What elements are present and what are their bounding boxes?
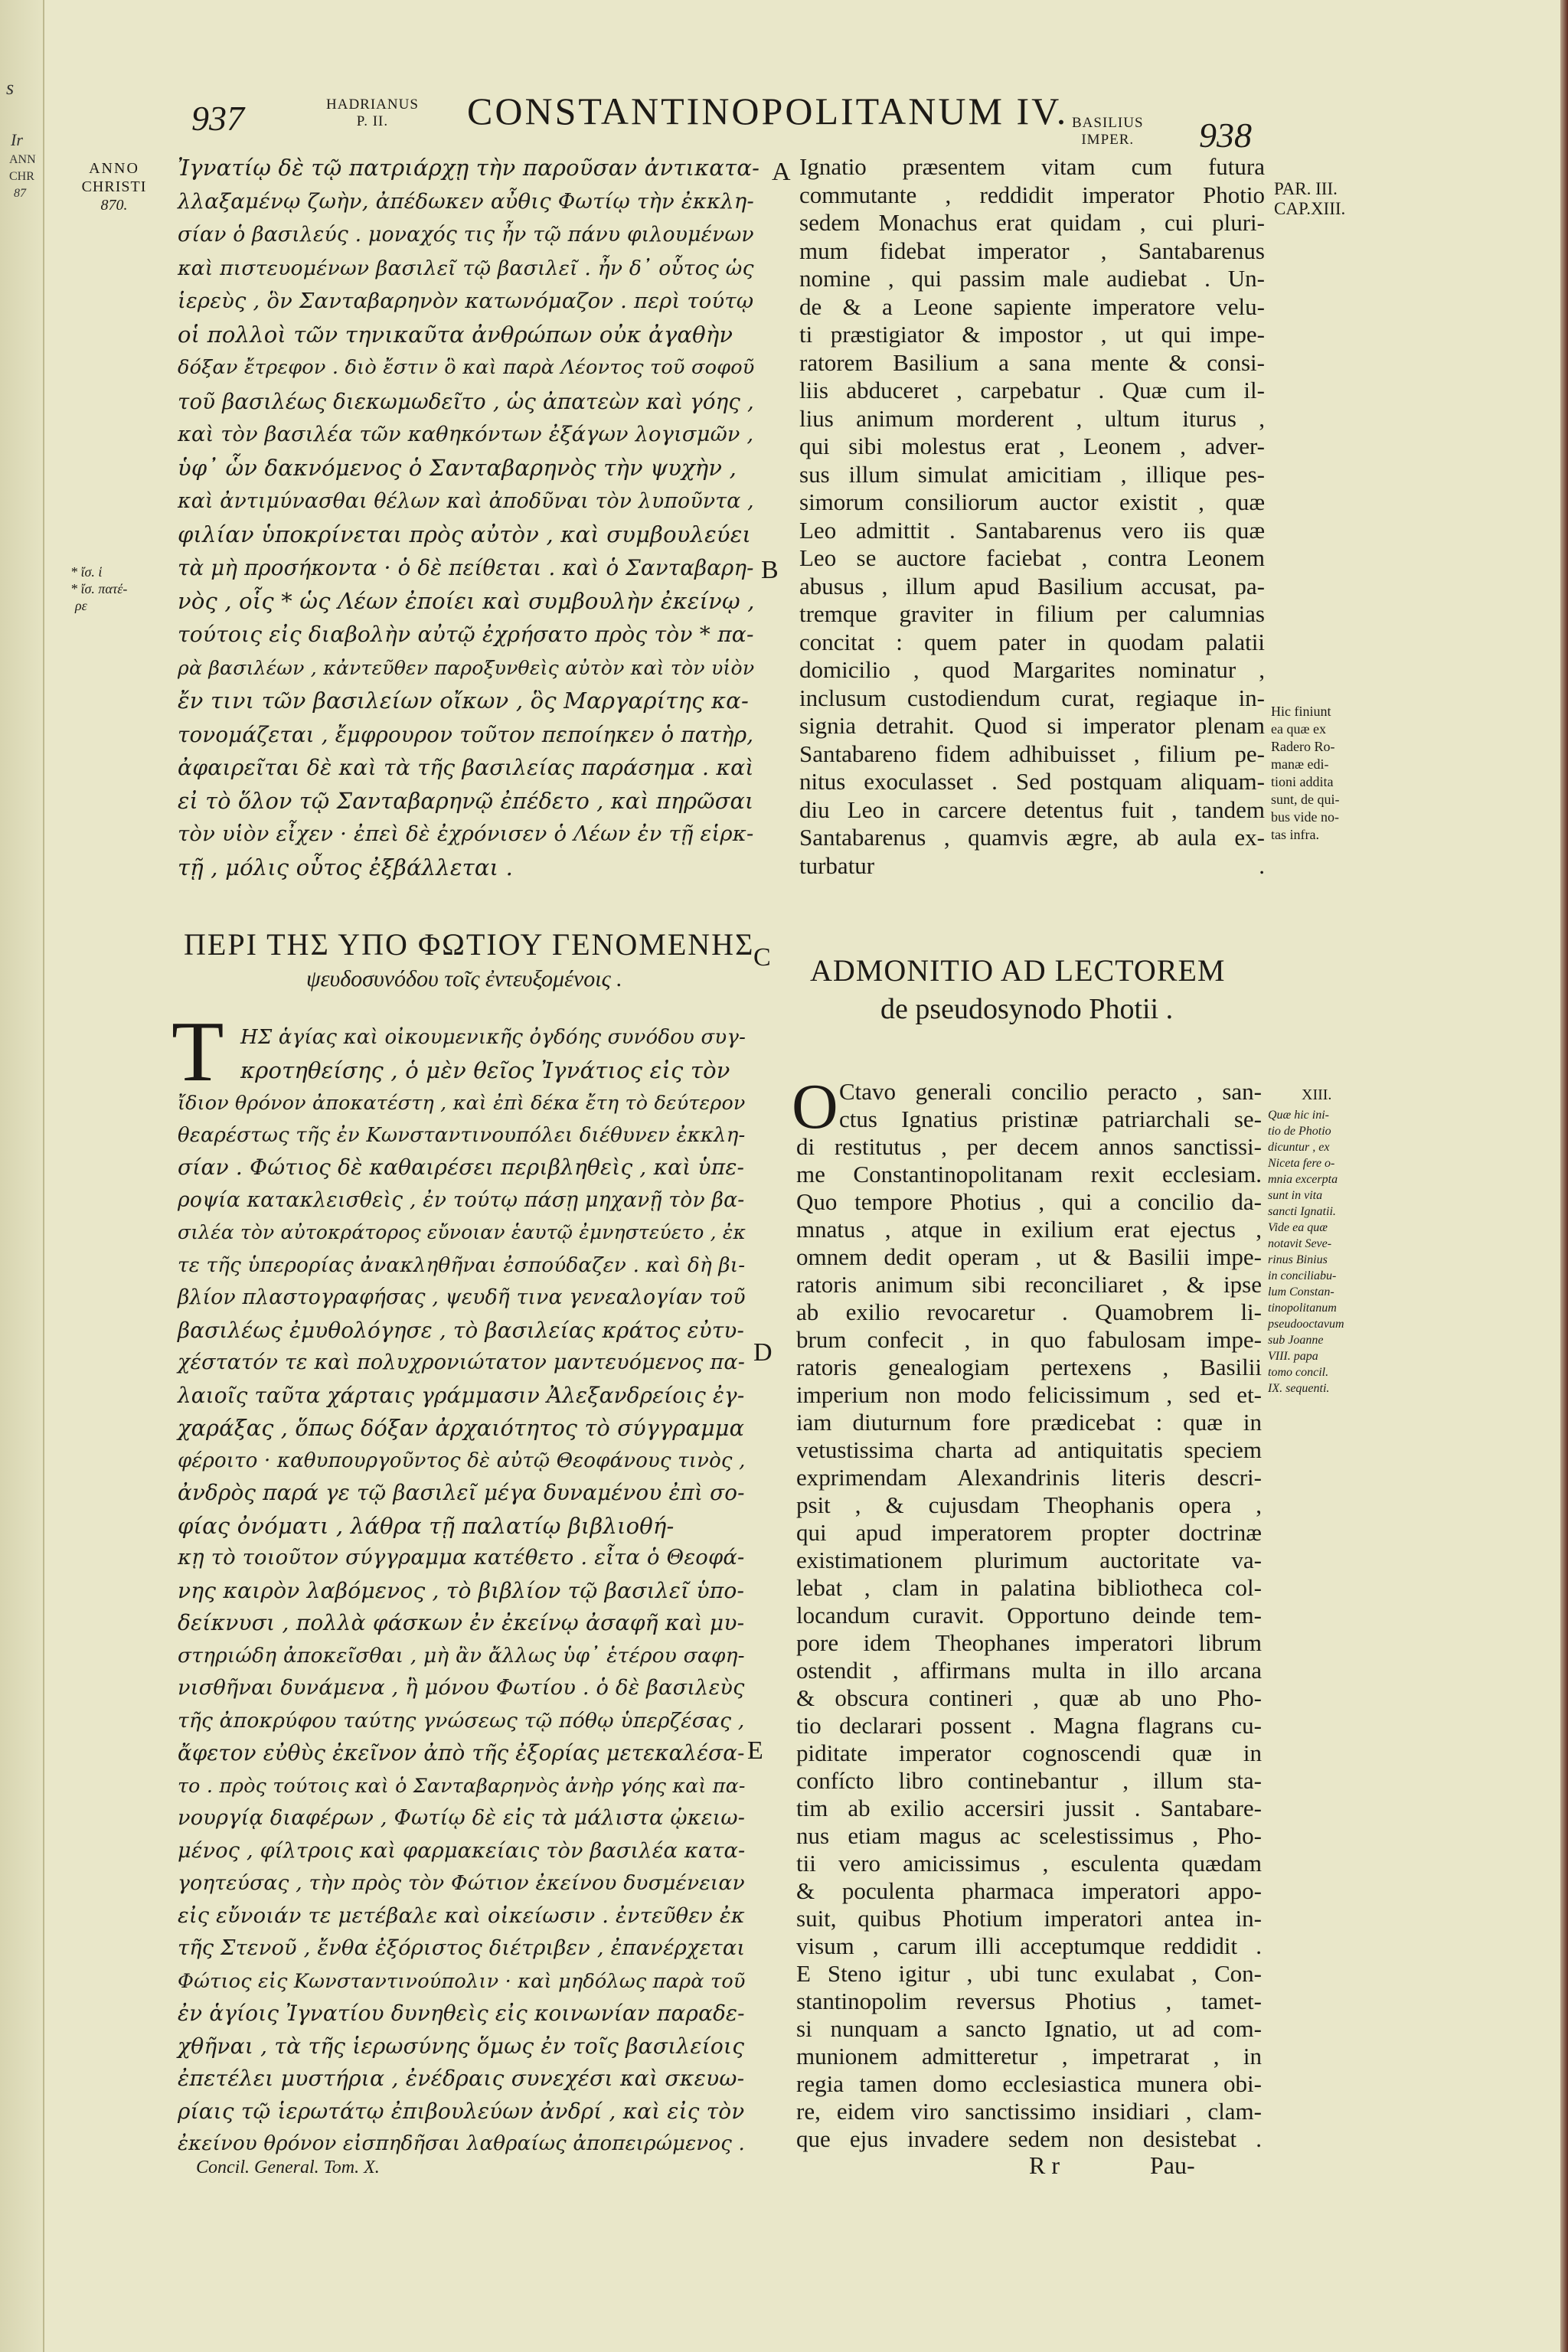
text-line: nitus exoculasset . Sed postquam aliquam-: [799, 768, 1265, 795]
note-line: Quæ hic ini-: [1268, 1109, 1329, 1122]
top-greek-column: [178, 152, 760, 884]
text-line: vetustissima charta ad antiquitatis speciem: [796, 1436, 1262, 1463]
text-line: regia tamen domo ecclesiastica munera obi-: [796, 2070, 1262, 2097]
text-line: τῆς Στενοῦ , ἔνθα ἐξόριστος διέτριβεν , ἐπανέρχεται: [178, 1936, 746, 1960]
text-line: Φώτιος εἰς Κωνσταντινούπολιν · καὶ μηδόλως παρὰ τοῦ: [178, 1969, 746, 1993]
text-line: Quo tempore Photius , qui a concilio da-: [796, 1188, 1262, 1215]
note-line: in conciliabu-: [1268, 1269, 1337, 1282]
latin-section-title: ADMONITIO AD LECTOREM: [810, 953, 1226, 988]
note-line: IX. sequenti.: [1268, 1382, 1330, 1395]
text-line: κῃ τὸ τοιοῦτον σύγγραμμα κατέθετο . εἶτα ὁ Θεοφά-: [178, 1546, 745, 1570]
note-line: Radero Ro-: [1271, 739, 1335, 754]
latin-section-subtitle: de pseudosynodo Photii .: [880, 993, 1174, 1025]
text-line: visum , carum illi acceptumque reddidit .: [796, 1932, 1262, 1959]
text-line: inclusum custodiendum curat, regiaque in-: [799, 684, 1265, 711]
text-line: domicilio , quod Margarites nominatur ,: [799, 656, 1265, 683]
text-line: χέστατόν τε καὶ πολυχρονιώτατον μαντευόμενος πα-: [178, 1351, 745, 1374]
year-label: 870.: [100, 197, 128, 214]
text-line: abusus , illum apud Basilium accusat, pa-: [799, 572, 1265, 599]
text-line: ἴδιον θρόνον ἀποκατέστη , καὶ ἐπὶ δέκα ἔτη τὸ δεύτερον: [178, 1091, 746, 1114]
author-right-title: IMPER.: [1081, 132, 1135, 148]
note-line: tio de Photio: [1268, 1125, 1331, 1138]
part-chapter-note: [1274, 179, 1345, 219]
footer-catchword: Pau-: [1150, 2151, 1195, 2179]
text-line: brum confecit , in quo fabulosam impe-: [796, 1326, 1262, 1353]
text-line: θεαρέστως τῆς ἐν Κωνσταντινουπόλει διέθυνεν ἐκκλη-: [178, 1123, 746, 1147]
text-line: ὑφ᾽ ὧν δακνόμενος ὁ Σανταβαρηνὸς τὴν ψυχὴν ,: [178, 454, 737, 481]
text-line: pore idem Theophanes imperatori librum: [796, 1629, 1262, 1656]
text-line: simorum consiliorum auctor existit , quæ: [799, 488, 1265, 515]
latin-drop-cap: O: [792, 1071, 838, 1142]
text-line: suit, quibus Photium imperatori antea in-: [796, 1905, 1262, 1932]
hic-finiunt-note: [1271, 703, 1363, 844]
text-line: νης καιρὸν λαβόμενος , τὸ βιβλίον τῷ βασιλεῖ ὑπο-: [178, 1577, 745, 1603]
note-line: pseudooctavum: [1268, 1318, 1344, 1331]
section-letter-b: B: [761, 556, 779, 584]
text-line: iam diuturnum fore prædicebat : quæ in: [796, 1409, 1262, 1436]
note-line: Niceta fere o-: [1268, 1157, 1335, 1170]
text-line: Ignatio præsentem vitam cum futura: [799, 153, 1265, 180]
greek-section-title: ΠΕΡΙ ΤΗΣ ΥΠΟ ΦΩΤΙΟΥ ΓΕΝΟΜΕΝΗΣ: [184, 927, 755, 962]
text-line: exprimendam Alexandrinis literis descri-: [796, 1464, 1262, 1491]
edge-text: CHR: [9, 170, 34, 183]
text-line: εἰς εὔνοιάν τε μετέβαλε καὶ οἰκείωσιν . ἐντεῦθεν ἐκ: [178, 1903, 745, 1928]
text-line: ab exilio revocaretur . Quamobrem li-: [796, 1298, 1262, 1325]
text-line: concitat : quem pater in quodam palatii: [799, 628, 1265, 655]
text-line: sus illum simulat amicitiam , illique pes-: [799, 460, 1265, 488]
footer-volume: Concil. General. Tom. X.: [196, 2158, 380, 2177]
text-line: re, eidem viro sanctissimo insidiari , clam-: [796, 2098, 1262, 2125]
text-line: τοῦ βασιλέως διεκωμωδεῖτο , ὡς ἀπατεὼν καὶ γόης ,: [178, 388, 754, 414]
section-letter-e: E: [747, 1736, 763, 1765]
text-line: λαιοῖς ταῦτα χάρταις γράμμασιν Ἀλεξανδρείοις ἐγ-: [178, 1382, 745, 1408]
note-line: tomo concil.: [1268, 1366, 1329, 1379]
bottom-latin-column: [796, 1078, 1262, 2153]
anno-label: ANNO: [89, 160, 139, 177]
text-line: νὸς , οἷς * ὡς Λέων ἐποίει καὶ συμβουλὴν ἐκείνῳ ,: [178, 587, 755, 614]
text-line: liis abduceret , carpebatur . Quæ cum il-: [799, 377, 1265, 403]
text-line: qui apud imperatorem propter doctrinæ: [796, 1519, 1262, 1546]
text-line: δείκνυσι , πολλὰ φάσκων ἐν ἐκείνῳ ἀσαφῆ καὶ μυ-: [178, 1610, 745, 1635]
note-line: sunt in vita: [1268, 1189, 1323, 1202]
text-line: ti præstigiator & impostor , ut qui impe-: [799, 321, 1265, 348]
text-line: ἐκείνου θρόνον εἰσπηδῆσαι λαθραίως ἀποπειρώμενος .: [178, 2132, 745, 2155]
note-line: sancti Ignatii.: [1268, 1205, 1336, 1218]
text-line: mum fidebat imperator , Santabarenus: [799, 237, 1265, 264]
variant-line: * ἴσ. πατέ-: [70, 581, 128, 596]
variant-line: ρε: [75, 598, 87, 613]
greek-drop-cap: Τ: [172, 1004, 224, 1099]
text-line: τὰ μὴ προσήκοντα · ὁ δὲ πείθεται . καὶ ὁ Σανταβαρη-: [178, 555, 754, 580]
text-line: κροτηθείσης , ὁ μὲν θεῖος Ἰγνάτιος εἰς τὸν: [240, 1057, 730, 1083]
note-line: Vide ea quæ: [1268, 1221, 1328, 1234]
text-line: οἱ πολλοὶ τῶν τηνικαῦτα ἀνθρώπων οὐκ ἀγαθὴν: [178, 321, 733, 348]
note-line: tinopolitanum: [1268, 1302, 1337, 1315]
section-letter-a: A: [772, 158, 791, 186]
text-line: μένος , φίλτροις καὶ φαρμακείαις τὸν βασιλέα κατα-: [178, 1838, 746, 1863]
edge-text: s: [6, 77, 15, 99]
text-line: omnem dedit operam , ut & Basilii impe-: [796, 1243, 1262, 1270]
xiii-note-head: XIII.: [1302, 1086, 1332, 1103]
text-line: ρὰ βασιλέων , κἀντεῦθεν παροξυνθεὶς αὐτὸν καὶ τὸν υἱὸν: [178, 656, 755, 679]
text-line: sedem Monachus erat quidam , cui pluri-: [799, 209, 1265, 236]
text-line: tio declarari possent . Magna flagrans cu-: [796, 1712, 1262, 1739]
text-line: locandum curavit. Opportuno deinde tem-: [796, 1602, 1262, 1628]
text-line: ἐν ἁγίοις Ἰγνατίου δυνηθεὶς εἰς κοινωνίαν παραδε-: [178, 2001, 745, 2026]
text-line: si nunquam a sancto Ignatio, ut ad com-: [796, 2015, 1262, 2042]
note-line: ea quæ ex: [1271, 721, 1326, 737]
text-line: βλίον πλαστογραφήσας , ψευδῆ τινα γενεαλογίαν τοῦ: [178, 1285, 746, 1309]
text-line: τονομάζεται , ἔμφρουρον τοῦτον πεποίηκεν ὁ πατὴρ,: [178, 721, 754, 747]
note-line: notavit Seve-: [1268, 1237, 1332, 1250]
greek-section-subtitle: ψευδοσυνόδου τοῖς ἐντευξομένοις .: [306, 966, 622, 991]
page-number-right: 938: [1199, 116, 1252, 155]
section-letter-c: C: [753, 943, 771, 972]
text-line: psit , & cujusdam Theophanis opera ,: [796, 1491, 1262, 1518]
text-line: γοητεύσας , τὴν πρὸς τὸν Φώτιον ἐκείνου δυσμένειαν: [178, 1871, 745, 1895]
text-line: tim ab exilio accersiri jussit . Santabare-: [796, 1795, 1262, 1821]
text-line: σίαν ὁ βασιλεύς . μοναχός τις ἦν τῷ πάνυ φιλουμένων: [178, 223, 754, 247]
text-line: ἔν τινι τῶν βασιλείων οἴκων , ὃς Μαργαρίτης κα-: [178, 688, 749, 714]
text-line: nus etiam magus ac scelestissimus , Pho-: [796, 1822, 1262, 1849]
text-line: existimationem plurimum auctoritate va-: [796, 1547, 1262, 1573]
text-line: φέροιτο · καθυπουργοῦντος δὲ αὐτῷ Θεοφάνους τινὸς ,: [178, 1449, 746, 1472]
edge-text: 87: [14, 187, 26, 200]
note-line: mnia excerpta: [1268, 1173, 1338, 1186]
text-line: στηριώδη ἀποκεῖσθαι , μὴ ἂν ἄλλως ὑφ᾽ ἑτέρου σαφη-: [178, 1643, 745, 1668]
text-line: ratoris genealogiam pertexens , Basilii: [796, 1354, 1262, 1380]
text-line: me Constantinopolitanam rexit ecclesiam.: [796, 1161, 1262, 1187]
edge-text: ANN: [9, 153, 36, 166]
previous-page-edge: [0, 0, 44, 2352]
text-line: καὶ ἀντιμύνασθαι θέλων καὶ ἀποδῦναι τὸν λυποῦντα ,: [178, 489, 754, 513]
text-line: tii vero amicissimus , esculenta quædam: [796, 1850, 1262, 1877]
note-line: sub Joanne: [1268, 1334, 1324, 1347]
note-line: lum Constan-: [1268, 1285, 1334, 1298]
christi-label: CHRISTI: [81, 178, 147, 195]
text-line: τούτοις εἰς διαβολὴν αὐτῷ ἐχρήσατο πρὸς τὸν * πα-: [178, 622, 754, 647]
variant-line: * ἴσ. ἱ: [70, 564, 103, 580]
text-line: ratoris animum sibi reconciliaret , & ipse: [796, 1271, 1262, 1298]
text-line: piditate imperator cognoscendi quæ in: [796, 1740, 1262, 1766]
text-line: νουργίᾳ διαφέρων , Φωτίῳ δὲ εἰς τὰ μάλιστα ᾠκειω-: [178, 1806, 746, 1830]
bottom-greek-column: [178, 1021, 750, 2161]
text-line: turbatur .: [799, 851, 1265, 879]
text-line: ratorem Basilium a sana mente & consi-: [799, 348, 1265, 376]
author-left-title: P. II.: [356, 113, 389, 129]
note-line: Hic finiunt: [1271, 704, 1331, 719]
text-line: Ἰγνατίῳ δὲ τῷ πατριάρχῃ τὴν παροῦσαν ἀντικατα-: [178, 155, 760, 181]
part-label: PAR. III.: [1274, 179, 1338, 198]
text-line: Santabarenus , quamvis ægre, ab aula ex-: [799, 824, 1265, 851]
chapter-label: CAP.XIII.: [1274, 199, 1346, 218]
text-line: το . πρὸς τούτοις καὶ ὁ Σανταβαρηνὸς ἀνὴρ γόης καὶ πα-: [178, 1774, 746, 1797]
text-line: τὸν υἱὸν εἶχεν · ἐπεὶ δὲ ἐχρόνισεν ὁ Λέων ἐν τῇ εἱρκ-: [178, 822, 754, 846]
note-line: tioni addita: [1271, 774, 1334, 789]
text-line: Ctavo generali concilio peracto , san-: [839, 1078, 1262, 1105]
text-line: diu Leo in carcere detentus fuit , tandem: [799, 795, 1265, 823]
text-line: ροψία κατακλεισθεὶς , ἐν τούτῳ πάσῃ μηχανῇ τὸν βα-: [178, 1187, 745, 1212]
text-line: καὶ πιστευομένων βασιλεῖ τῷ βασιλεῖ . ἦν δ᾽ οὗτος ὡς: [178, 256, 754, 280]
text-line: lius animum morderent , ultum iturus ,: [799, 404, 1265, 432]
text-line: φιλίαν ὑποκρίνεται πρὸς αὐτὸν , καὶ συμβουλεύει: [178, 521, 752, 547]
text-line: & obscura contineri , quæ ab uno Pho-: [796, 1684, 1262, 1711]
text-line: ἀφαιρεῖται δὲ καὶ τὰ τῆς βασιλείας παράσημα . καὶ: [178, 755, 754, 780]
text-line: χαράξας , ὅπως δόξαν ἀρχαιότητος τὸ σύγγραμμα: [178, 1415, 745, 1441]
text-line: nomine , qui passim male audiebat . Un-: [799, 265, 1265, 292]
text-line: confícto libro continebantur , illum sta-: [796, 1767, 1262, 1794]
note-line: manæ edi-: [1271, 756, 1329, 772]
text-line: Leo se auctore faciebat , contra Leonem: [799, 544, 1265, 571]
text-line: ἐπετέλει μυστήρια , ἐνέδραις συνεχέσι καὶ σκευω-: [178, 2066, 745, 2091]
note-line: rinus Binius: [1268, 1253, 1328, 1266]
text-line: mnatus , atque in exilium erat ejectus ,: [796, 1216, 1262, 1243]
text-line: ἀνδρὸς παρά γε τῷ βασιλεῖ μέγα δυναμένου ἐπὶ σο-: [178, 1480, 745, 1505]
author-left-name: HADRIANUS: [326, 96, 419, 113]
xiii-note: [1268, 1107, 1367, 1396]
text-line: ρίαις τῷ ἱερωτάτῳ ἐπιβουλεύων ἀνδρί , καὶ εἰς τὸν: [178, 2098, 745, 2124]
text-line: E Steno igitur , ubi tunc exulabat , Con-: [796, 1960, 1262, 1987]
top-latin-column: [799, 153, 1265, 880]
text-line: σίαν . Φώτιος δὲ καθαιρέσει περιβληθεὶς , καὶ ὑπε-: [178, 1155, 745, 1180]
text-line: δόξαν ἔτρεφον . διὸ ἔστιν ὃ καὶ παρὰ Λέοντος τοῦ σοφοῦ: [178, 356, 755, 379]
text-line: τῇ , μόλις οὗτος ἐξβάλλεται .: [178, 854, 514, 880]
variant-reading-note: [70, 564, 178, 614]
note-line: dicuntur , ex: [1268, 1141, 1330, 1154]
text-line: τε τῆς ὑπερορίας ἀνακληθῆναι ἐσπούδαζεν . καὶ δὴ βι-: [178, 1253, 746, 1277]
note-line: tas infra.: [1271, 827, 1319, 842]
section-letter-d: D: [753, 1338, 773, 1367]
text-line: ctus Ignatius pristinæ patriarchali se-: [839, 1106, 1262, 1132]
text-line: munionem admitteretur , impetrarat , in: [796, 2043, 1262, 2069]
text-line: ostendit , affirmans multa in illo arcana: [796, 1657, 1262, 1684]
text-line: καὶ τὸν βασιλέα τῶν καθηκόντων ἐξάγων λογισμῶν ,: [178, 423, 754, 446]
footer-signature: R r: [1029, 2151, 1060, 2179]
text-line: τῆς ἀποκρύφου ταύτης γνώσεως τῷ πόθῳ ὑπερζέσας ,: [178, 1708, 745, 1733]
text-line: λλαξαμένῳ ζωὴν, ἀπέδωκεν αὖθις Φωτίῳ τὴν ἐκκλη-: [178, 188, 754, 214]
anno-christi-note: [80, 159, 149, 214]
text-line: νισθῆναι δυνάμενα , ἢ μόνου Φωτίου . ὁ δὲ βασιλεὺς: [178, 1676, 745, 1700]
note-line: sunt, de qui-: [1271, 792, 1340, 807]
page-number-left: 937: [191, 99, 244, 138]
note-line: bus vide no-: [1271, 809, 1339, 825]
text-line: de & a Leone sapiente imperatore velu-: [799, 292, 1265, 320]
text-line: ἱερεὺς , ὃν Σανταβαρηνὸν κατωνόμαζον . περὶ τούτῳ: [178, 289, 754, 313]
text-line: εἰ τὸ ὅλον τῷ Σανταβαρηνῷ ἐπέδετο , καὶ πηρῶσαι: [178, 787, 754, 814]
text-line: tremque graviter in filium per calumnias: [799, 600, 1265, 627]
text-line: di restitutus , per decem annos sanctissi-: [796, 1133, 1262, 1160]
author-right: [1072, 115, 1144, 149]
binding-edge: [1560, 0, 1568, 2352]
text-line: commutante , reddidit imperator Photio: [799, 181, 1265, 208]
author-left: [326, 96, 419, 130]
text-line: que ejus invadere sedem non desistebat .: [796, 2125, 1262, 2152]
text-line: ἄφετον εὐθὺς ἐκεῖνον ἀπὸ τῆς ἐξορίας μετεκαλέσα-: [178, 1740, 745, 1766]
text-line: imperium non modo felicissimum , sed et-: [796, 1381, 1262, 1408]
text-line: Leo admittit . Santabarenus vero iis quæ: [799, 516, 1265, 544]
edge-text: Ir: [11, 130, 23, 149]
text-line: & poculenta pharmaca imperatori appo-: [796, 1877, 1262, 1904]
note-line: VIII. papa: [1268, 1350, 1318, 1363]
text-line: βασιλέως ἐμυθολόγησε , τὸ βασιλείας κράτος εὐτυ-: [178, 1317, 745, 1343]
text-line: ΗΣ ἁγίας καὶ οἰκουμενικῆς ὀγδόης συνόδου συγ-: [240, 1026, 746, 1049]
text-line: signia detrahit. Quod si imperator plenam: [799, 712, 1265, 739]
text-line: qui sibi molestus erat , Leonem , adver-: [799, 433, 1265, 459]
text-line: χθῆναι , τὰ τῆς ἱερωσύνης ὅμως ἐν τοῖς βασιλείοις: [178, 2033, 745, 2059]
text-line: φίας ὀνόματι , λάθρα τῇ παλατίῳ βιβλιοθή-: [178, 1512, 675, 1539]
text-line: lebat , clam in palatina bibliotheca col-: [796, 1574, 1262, 1601]
text-line: Santabareno fidem adhibuisset , filium pe-: [799, 740, 1265, 767]
text-line: σιλέα τὸν αὐτοκράτορος εὔνοιαν ἑαυτῷ ἐμνηστεύετο , ἐκ: [178, 1221, 746, 1243]
running-title: CONSTANTINOPOLITANUM IV.: [467, 90, 1069, 132]
author-right-name: BASILIUS: [1072, 115, 1144, 131]
text-line: stantinopolim reversus Photius , tamet-: [796, 1988, 1262, 2014]
